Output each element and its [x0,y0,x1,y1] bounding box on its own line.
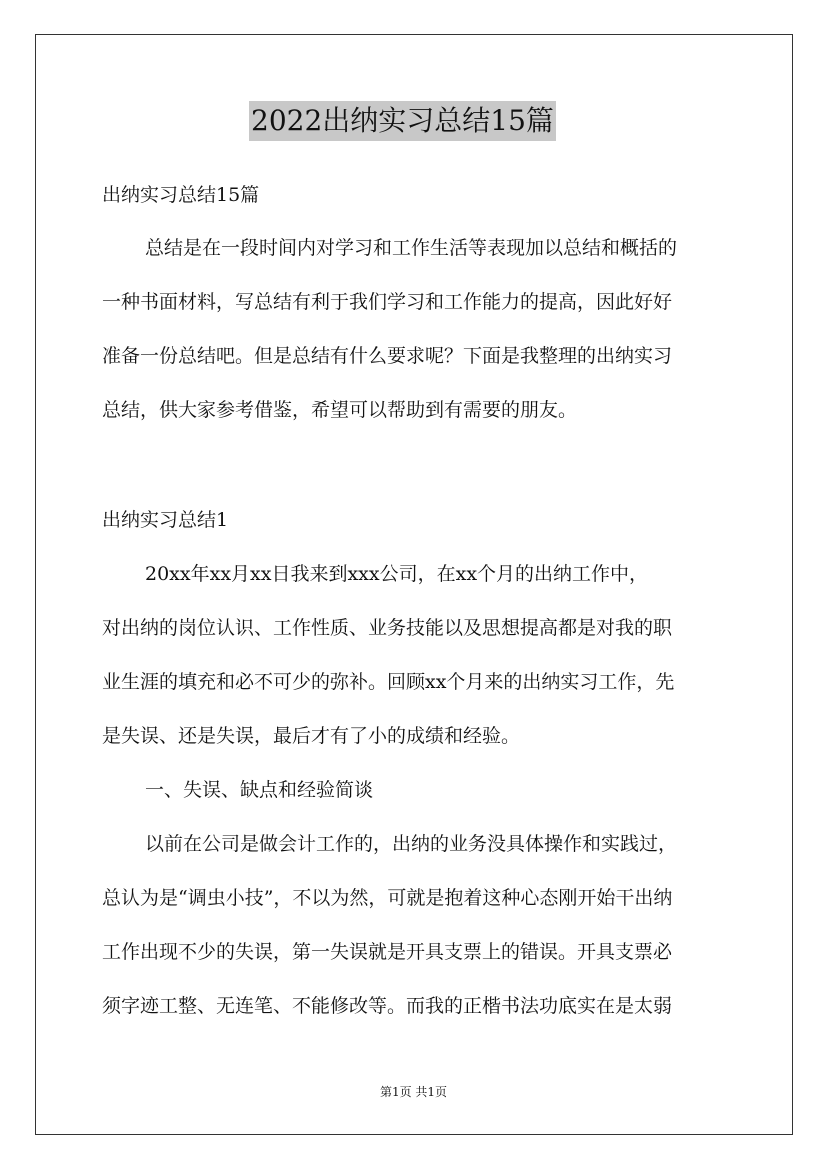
paragraph-line: 是失误、还是失误，最后才有了小的成绩和经验。 [102,725,521,747]
paragraph-line: 须字迹工整、无连笔、不能修改等。而我的正楷书法功底实在是太弱 [102,995,673,1017]
page-footer: 第1页 共1页 [379,1085,448,1099]
paragraph-line: 总结是在一段时间内对学习和工作生活等表现加以总结和概括的 [145,237,678,259]
paragraph-line: 业生涯的填充和必不可少的弥补。回顾xx个月来的出纳实习工作，先 [102,671,675,693]
paragraph-line: 总认为是“调虫小技”，不以为然，可就是抱着这种心态刚开始干出纳 [102,887,673,909]
document-title: 2022出纳实习总结15篇 [249,101,556,141]
paragraph-line: 以前在公司是做会计工作的，出纳的业务没具体操作和实践过， [145,833,678,855]
paragraph-line: 工作出现不少的失误，第一失误就是开具支票上的错误。开具支票必 [102,941,673,963]
paragraph-line: 一种书面材料，写总结有利于我们学习和工作能力的提高，因此好好 [102,291,673,313]
paragraph-line: 对出纳的岗位认识、工作性质、业务技能以及思想提高都是对我的职 [102,617,673,639]
section-heading: 出纳实习总结15篇 [102,184,260,206]
paragraph-line: 准备一份总结吧。但是总结有什么要求呢？下面是我整理的出纳实习 [102,345,673,367]
section-heading: 出纳实习总结1 [102,509,229,531]
subsection-heading: 一、失误、缺点和经验简谈 [145,779,374,801]
paragraph-line: 20xx年xx月xx日我来到xxx公司，在xx个月的出纳工作中， [145,563,649,585]
paragraph-line: 总结，供大家参考借鉴，希望可以帮助到有需要的朋友。 [102,399,578,421]
